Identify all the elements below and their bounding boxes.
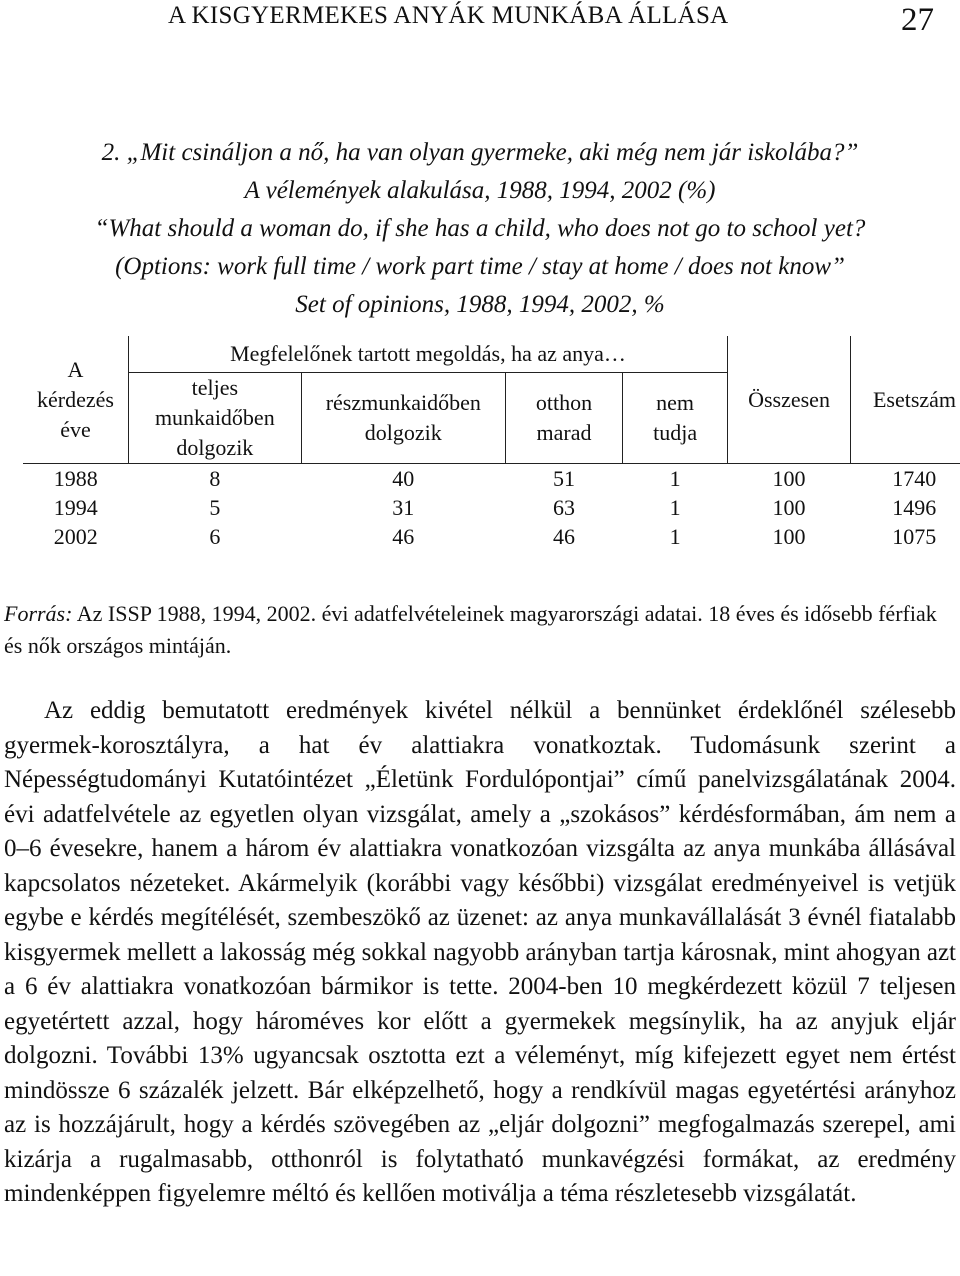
running-header xyxy=(0,0,960,40)
table-row xyxy=(23,493,960,522)
cases-header: Esetszám xyxy=(850,336,960,464)
body-paragraph: Az eddig bemutatott eredmények kivétel nélkül a bennünket érdeklőnél szélesebb gyermek-korosztályra, a hat év alattiakra vonatkoztak. Tudomásunk szerint a Népességtudományi Kutatóintézet „Életünk Fordulópontjai” című panelvizsgálatának 2004. évi adatfelvétele az egyetlen olyan vizsgálat, amely a „szokásos” kérdésformában, ám nem a 0–6 évesekre, hanem a három év alattiakra vonatkozóan vizsgálta az anya munkába állásával kapcsolatos nézeteket. Akármelyik (korábbi vagy későbbi) vizsgálat eredményeivel is vetjük egybe e kérdés megítélését, szembeszökő az üzenet: az anya munkavállalását 3 évnél fiatalabb kisgyermek mellett a lakosság még sokkal nagyobb arányban tartja károsnak, mint ahogyan azt a 6 év alattiakra vonatkozóan bármikor is tette. 2004-ben 10 megkérdezett közül 7 teljesen egyetértett azzal, hogy hároméves kor előtt a gyermekek megsínylik, ha az anyjuk eljár dolgozni. További 13% ugyancsak osztotta ezt a véleményt, míg kifejezett egyet nem értést mindössze 6 százalék jelzett. Bár elképzelhető, hogy a rendkívül magas egyetértési arányhoz az is hozzájárult, hogy a kérdés szövegében az „eljár dolgozni” megfogalmazás szerepel, ami kizárja a rugalmasabb, otthonról is folytatható munkavégzési formákat, az eredmény mindenképpen figyelemre méltó és kellően motiválja a téma részletesebb vizsgálatát. xyxy=(4,697,956,1207)
cell-year: 1994 xyxy=(53,495,98,520)
cell-part-time: 46 xyxy=(392,524,415,549)
cell-total: 100 xyxy=(772,495,806,520)
page-number: 27 xyxy=(901,2,934,38)
cell-part-time: 31 xyxy=(392,495,415,520)
col-header-stay-home: otthon marad xyxy=(505,373,622,464)
cell-part-time: 40 xyxy=(392,466,415,491)
cell-stay-home: 46 xyxy=(552,524,575,549)
table-source-note xyxy=(4,598,956,662)
cell-stay-home: 51 xyxy=(552,466,575,491)
cell-cases: 1740 xyxy=(892,466,937,491)
opinion-table xyxy=(23,336,960,551)
col-header-dont-know: nem tudja xyxy=(623,373,728,464)
col-header-full-time: teljes munkaidőben dolgozik xyxy=(128,373,301,464)
cell-total: 100 xyxy=(772,466,806,491)
cell-year: 2002 xyxy=(53,524,98,549)
table-row xyxy=(23,522,960,551)
cell-full-time: 8 xyxy=(209,466,221,491)
source-text: Az ISSP 1988, 1994, 2002. évi adatfelvételeinek magyarországi adatai. 18 éves és idősebb férfiak és nők országos mintáján. xyxy=(4,601,937,658)
col-header-part-time: részmunkaidőben dolgozik xyxy=(301,373,505,464)
cell-dont-know: 1 xyxy=(669,495,681,520)
year-header: A kérdezés éve xyxy=(23,336,128,464)
solution-group-header: Megfelelőnek tartott megoldás, ha az anya… xyxy=(128,336,727,373)
source-label: Forrás: xyxy=(4,601,73,626)
cell-full-time: 6 xyxy=(209,524,221,549)
cell-dont-know: 1 xyxy=(669,524,681,549)
cell-total: 100 xyxy=(772,524,806,549)
table-caption xyxy=(0,134,960,324)
caption-line-2: A vélemények alakulása, 1988, 1994, 2002 (%) xyxy=(244,177,716,204)
cell-year: 1988 xyxy=(53,466,98,491)
running-title: A KISGYERMEKES ANYÁK MUNKÁBA ÁLLÁSA xyxy=(168,2,729,29)
caption-line-1: 2. „Mit csináljon a nő, ha van olyan gyermeke, aki még nem jár iskolába?” xyxy=(101,139,859,166)
cell-full-time: 5 xyxy=(209,495,221,520)
caption-line-5: Set of opinions, 1988, 1994, 2002, % xyxy=(295,291,665,318)
caption-line-4: (Options: work full time / work part time / stay at home / does not know” xyxy=(115,253,845,280)
caption-line-3: “What should a woman do, if she has a child, who does not go to school yet? xyxy=(94,215,866,242)
cell-dont-know: 1 xyxy=(669,466,681,491)
total-header: Összesen xyxy=(728,336,851,464)
cell-cases: 1496 xyxy=(892,495,937,520)
cell-cases: 1075 xyxy=(892,524,937,549)
table-row xyxy=(23,464,960,494)
cell-stay-home: 63 xyxy=(552,495,575,520)
